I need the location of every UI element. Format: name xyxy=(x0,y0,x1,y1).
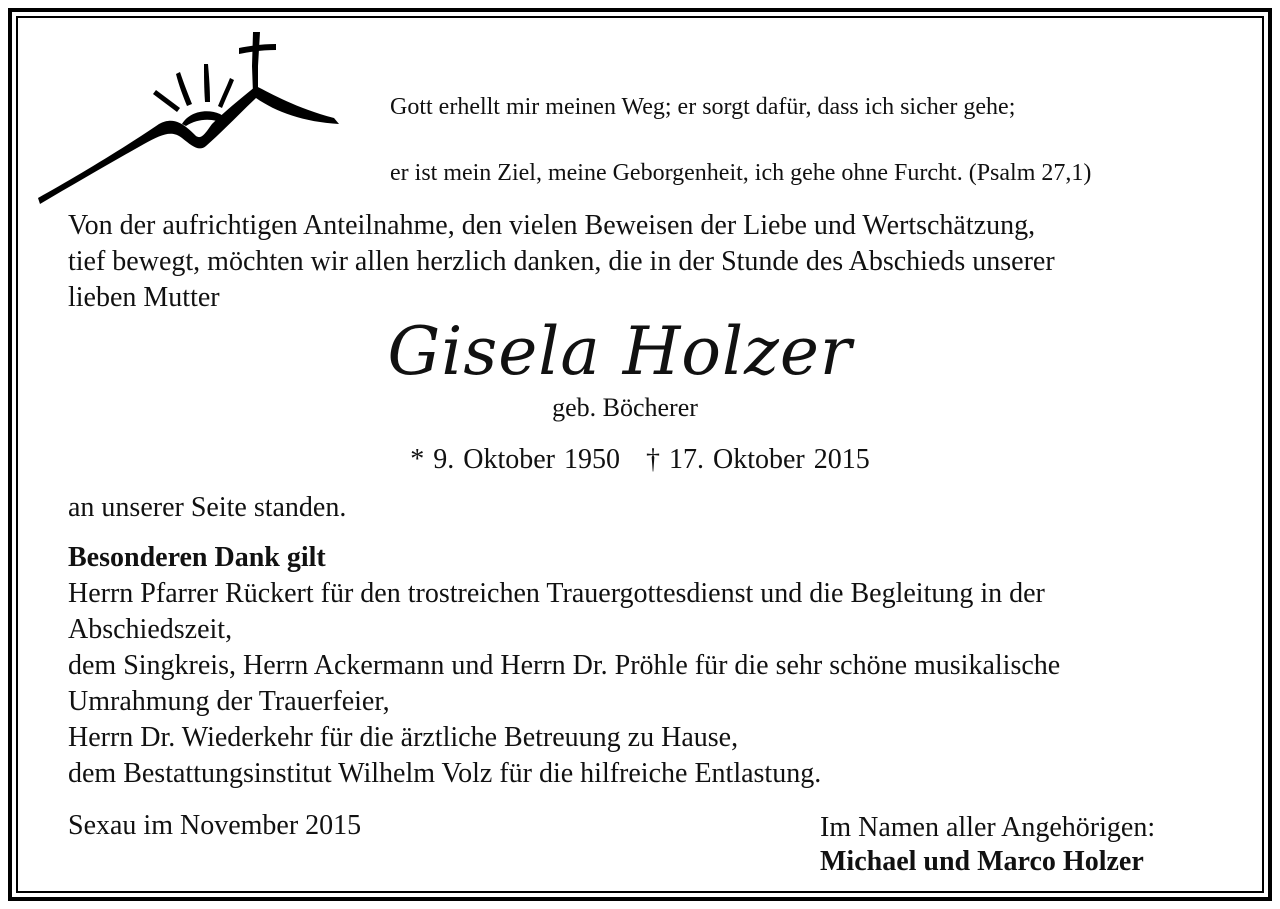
thanks-line: dem Singkreis, Herrn Ackermann und Herrn Dr. Pröhle für die sehr schöne musikalische xyxy=(68,650,1061,681)
thanks-line: Abschiedszeit, xyxy=(68,614,233,645)
thanks-list xyxy=(68,576,1238,792)
life-dates xyxy=(0,442,1280,478)
intro-line-1: Von der aufrichtigen Anteilnahme, den vielen Beweisen der Liebe und Wertschätzung, xyxy=(68,210,1036,241)
thanks-line: Umrahmung der Trauerfeier, xyxy=(68,686,390,717)
intro-paragraph xyxy=(68,208,1238,316)
birth-name: geb. Böcherer xyxy=(552,393,698,422)
intro-line-2: tief bewegt, möchten wir allen herzlich danken, die in der Stunde des Abschieds unserer xyxy=(68,246,1055,277)
thanks-heading: Besonderen Dank gilt xyxy=(68,542,326,573)
psalm-quote xyxy=(390,58,1260,223)
psalm-line-1: Gott erhellt mir meinen Weg; er sorgt dafür, dass ich sicher gehe; xyxy=(390,94,1016,120)
closing-line: an unserer Seite standen. xyxy=(68,492,347,523)
thanks-line: Herrn Dr. Wiederkehr für die ärztliche Betreuung zu Hause, xyxy=(68,722,739,753)
thanks-line: Herrn Pfarrer Rückert für den trostreichen Trauergottesdienst und die Begleitung in der xyxy=(68,578,1045,609)
deceased-name: Gisela Holzer xyxy=(387,313,853,390)
signature-intro: Im Namen aller Angehörigen: xyxy=(820,812,1156,843)
thanks-line: dem Bestattungsinstitut Wilhelm Volz für die hilfreiche Entlastung. xyxy=(68,758,822,789)
signature-names: Michael und Marco Holzer xyxy=(820,846,1144,877)
birth-date: * 9. Oktober 1950 xyxy=(410,444,620,475)
place-date: Sexau im November 2015 xyxy=(68,810,362,841)
death-date: † 17. Oktober 2015 xyxy=(646,444,870,475)
psalm-line-2: er ist mein Ziel, meine Geborgenheit, ich gehe ohne Furcht. (Psalm 27,1) xyxy=(390,160,1092,186)
intro-line-3: lieben Mutter xyxy=(68,282,220,313)
mountain-cross-sun-icon xyxy=(34,28,344,206)
